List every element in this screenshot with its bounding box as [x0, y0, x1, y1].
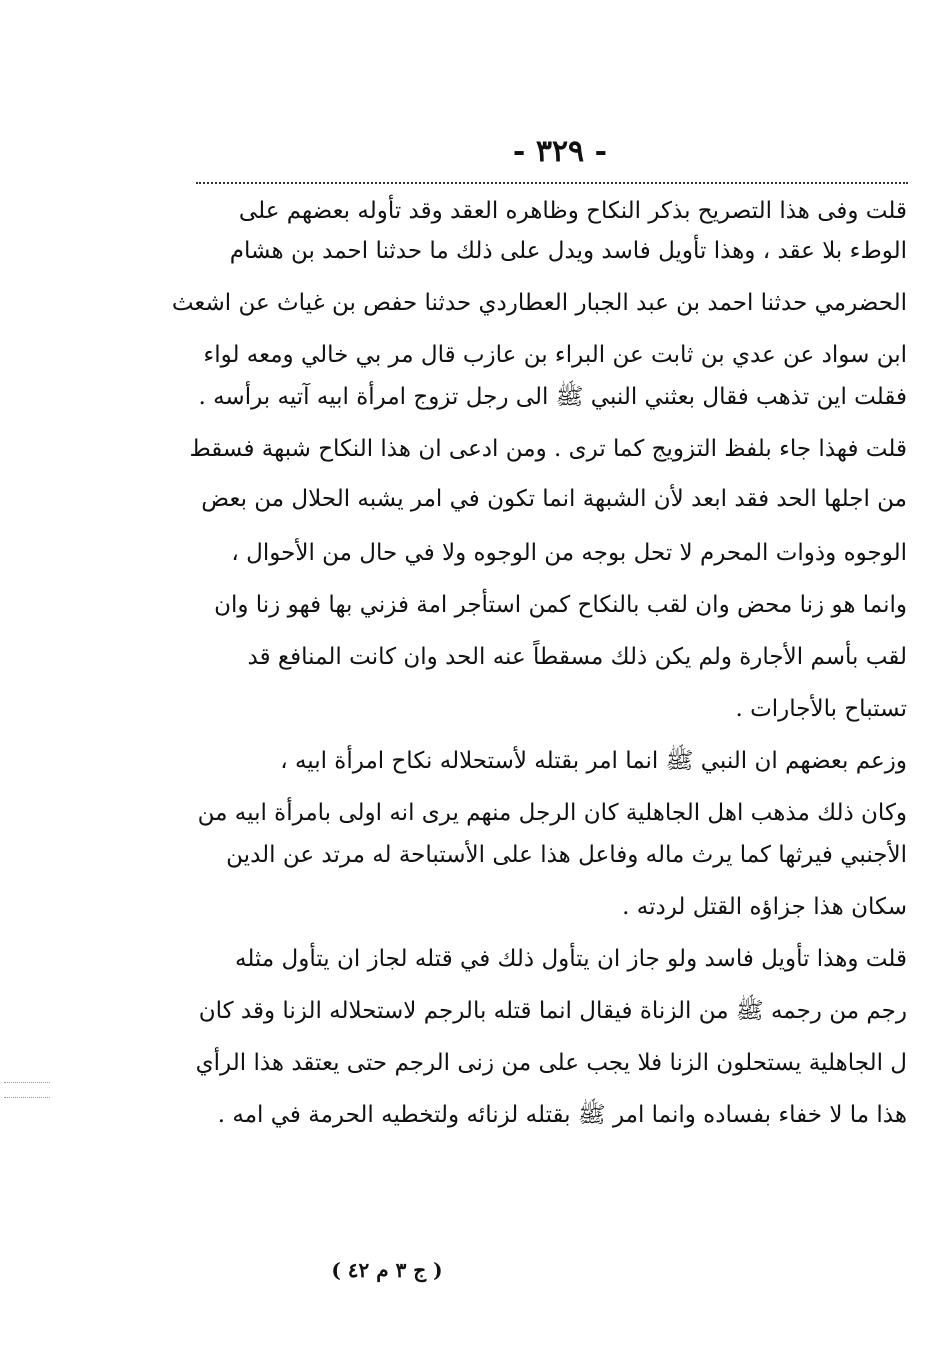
text-line-9: وانما هو زنا محض وان لقب بالنكاح كمن استأجر امة فزني بها فهو زنا وان: [214, 592, 907, 618]
text-line-4: ابن سواد عن عدي بن ثابت عن البراء بن عازب قال مر بي خالي ومعه لواء: [203, 342, 907, 368]
text-line-6: قلت فهذا جاء بلفظ التزويج كما ترى . ومن ادعى ان هذا النكاح شبهة فسقط: [189, 436, 907, 462]
text-line-10: لقب بأسم الأجارة ولم يكن ذلك مسقطاً عنه الحد وان كانت المنافع قد: [247, 644, 907, 670]
text-line-18: ل الجاهلية يستحلون الزنا فلا يجب على من زنى الرجم حتى يعتقد هذا الرأي: [195, 1050, 907, 1076]
page-number: - ٣٢٩ -: [512, 134, 608, 169]
text-line-16: قلت وهذا تأويل فاسد ولو جاز ان يتأول ذلك في قتله لجاز ان يتأول مثله: [234, 946, 907, 972]
text-line-5: فقلت اين تذهب فقال بعثني النبي ﷺ الى رجل تزوج امرأة ابيه آتيه برأسه .: [198, 384, 907, 410]
text-line-8: الوجوه وذوات المحرم لا تحل بوجه من الوجوه ولا في حال من الأحوال ،: [231, 540, 907, 566]
header-dotted-rule: [196, 182, 908, 184]
text-line-14: الأجنبي فيرثها كما يرث ماله وفاعل هذا على الأستباحة له مرتد عن الدين: [226, 842, 907, 868]
text-line-13: وكان ذلك مذهب اهل الجاهلية كان الرجل منهم يرى انه اولى بامرأة ابيه من: [197, 800, 907, 826]
text-line-2: الوطء بلا عقد ، وهذا تأويل فاسد ويدل على ذلك ما حدثنا احمد بن هشام: [229, 238, 907, 264]
text-line-1: قلت وفى هذا التصريح بذكر النكاح وظاهره العقد وقد تأوله بعضهم على: [238, 198, 907, 224]
text-line-15: سكان هذا جزاؤه القتل لردته .: [622, 894, 907, 920]
signature-mark: ( ج ٣ م ٤٢ ): [331, 1258, 443, 1282]
text-line-19: هذا ما لا خفاء بفساده وانما امر ﷺ بقتله لزنائه ولتخطيه الحرمة في امه .: [217, 1102, 907, 1128]
text-line-3: الحضرمي حدثنا احمد بن عبد الجبار العطاردي حدثنا حفص بن غياث عن اشعث: [171, 290, 907, 316]
text-line-12: وزعم بعضهم ان النبي ﷺ انما امر بقتله لأستحلاله نكاح امرأة ابيه ،: [280, 748, 907, 774]
margin-scan-mark: [4, 1082, 50, 1098]
text-line-17: رجم من رجمه ﷺ من الزناة فيقال انما قتله بالرجم لاستحلاله الزنا وقد كان: [198, 998, 907, 1024]
text-line-11: تستباح بالأجارات .: [735, 696, 907, 722]
text-line-7: من اجلها الحد فقد ابعد لأن الشبهة انما تكون في امر يشبه الحلال من بعض: [201, 486, 907, 512]
